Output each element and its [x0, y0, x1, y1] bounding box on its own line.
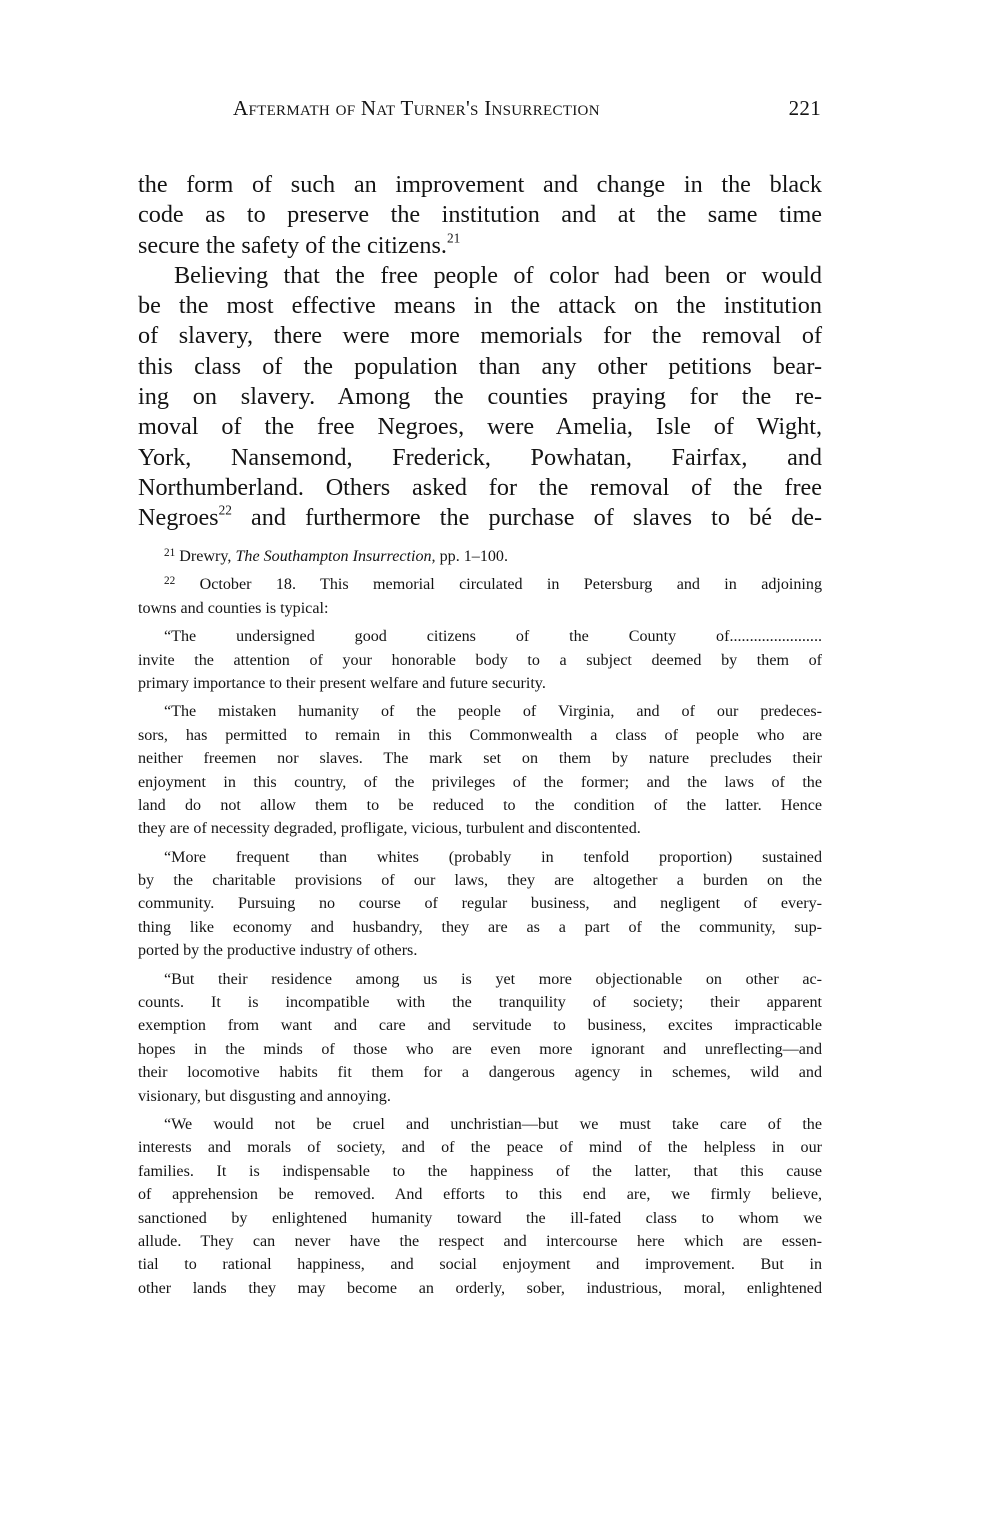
body-line: ing on slavery. Among the counties praying for the re-: [138, 383, 822, 411]
body-line: be the most effective means in the attack on the institution: [138, 292, 822, 320]
quote-line: “The undersigned good citizens of the County of.......................: [164, 628, 822, 646]
body-line-text: Negroes: [138, 504, 219, 532]
quote-line: “We would not be cruel and unchristian—but we must take care of the: [164, 1115, 822, 1133]
footnote-mark: 21: [164, 546, 176, 559]
quote-line: “The mistaken humanity of the people of Virginia, and of our predeces-: [164, 703, 822, 721]
quote-line: they are of necessity degraded, profligate, vicious, turbulent and discontented.: [138, 820, 641, 838]
quote-line: enjoyment in this country, of the privileges of the former; and the laws of the: [138, 773, 822, 791]
footnote-ref-21[interactable]: 21: [446, 229, 461, 245]
quote-line: allude. They can never have the respect and intercourse here which are essen-: [138, 1232, 822, 1250]
quote-line: invite the attention of your honorable body to a subject deemed by them of: [138, 651, 822, 669]
body-line: [138, 231, 822, 261]
body-line: Northumberland. Others asked for the removal of the free: [138, 473, 822, 501]
footnote-mark: 22: [164, 575, 176, 588]
quote-line: sors, has permitted to remain in this Commonwealth a class of people who are: [138, 726, 822, 744]
quote-line: hopes in the minds of those who are even more ignorant and unreflecting—and: [138, 1040, 822, 1058]
quote-line: “But their residence among us is yet more objectionable on other ac-: [164, 970, 822, 988]
quote-line: other lands they may become an orderly, sober, industrious, moral, enlightened: [138, 1279, 822, 1297]
body-line: the form of such an improvement and change in the black: [138, 171, 822, 198]
quote-line: ported by the productive industry of others.: [138, 942, 418, 960]
footnote-book-title: The Southampton Insurrection,: [235, 548, 436, 565]
running-head: [233, 96, 821, 126]
body-line: York, Nansemond, Frederick, Powhatan, Fairfax, and: [138, 443, 822, 471]
footnote-21: [138, 545, 822, 568]
quote-line: neither freemen nor slaves. The mark set on them by nature precludes their: [138, 750, 822, 768]
footnote-pages: pp. 1–100.: [435, 548, 508, 565]
quote-line: by the charitable provisions of our laws, they are altogether a burden on the: [138, 872, 822, 890]
running-head-title: Aftermath of Nat Turner's Insurrection: [233, 96, 600, 120]
body-line: Believing that the free people of color had been or would: [174, 261, 822, 289]
body-line-text: and furthermore the purchase of slaves to bé de-: [231, 504, 822, 532]
body-text: [138, 170, 822, 534]
body-line: moval of the free Negroes, were Amelia, Isle of Wight,: [138, 413, 822, 441]
page-number: 221: [788, 96, 821, 120]
body-line: this class of the population than any other petitions bear-: [138, 352, 822, 380]
quote-line: sanctioned by enlightened humanity toward the ill-fated class to whom we: [138, 1209, 822, 1227]
footnote-author: Drewry,: [175, 548, 236, 565]
quote-line: tial to rational happiness, and social enjoyment and improvement. But in: [138, 1256, 822, 1274]
body-line: [138, 503, 822, 533]
footnote-line-text: October 18. This memorial circulated in Petersburg and in adjoining: [175, 576, 822, 594]
body-line-text: secure the safety of the citizens.: [138, 231, 447, 259]
quote-line: their locomotive habits fit them for a dangerous agency in schemes, wild and: [138, 1064, 822, 1082]
quote-line: primary importance to their present welfare and future security.: [138, 674, 546, 692]
quote-line: visionary, but disgusting and annoying.: [138, 1087, 391, 1105]
footnote-22: [138, 573, 822, 596]
footnotes: [138, 545, 822, 1300]
quote-line: land do not allow them to be reduced to the condition of the latter. Hence: [138, 796, 822, 814]
quote-line: families. It is indispensable to the happiness of the latter, that this cause: [138, 1162, 822, 1180]
quote-line: exemption from want and care and servitude to business, excites impracticable: [138, 1017, 822, 1035]
body-line: code as to preserve the institution and at the same time: [138, 201, 822, 229]
body-line: of slavery, there were more memorials for the removal of: [138, 322, 822, 350]
footnote-ref-22[interactable]: 22: [218, 502, 232, 518]
quote-line: counts. It is incompatible with the tranquility of society; their apparent: [138, 994, 822, 1012]
quote-line: “More frequent than whites (probably in tenfold proportion) sustained: [164, 848, 822, 866]
footnote-line: towns and counties is typical:: [138, 599, 329, 617]
quote-line: interests and morals of society, and of the peace of mind of the helpless in our: [138, 1139, 822, 1157]
quote-line: community. Pursuing no course of regular business, and negligent of every-: [138, 895, 822, 913]
quote-line: thing like economy and husbandry, they are as a part of the community, sup-: [138, 918, 822, 936]
quote-line: of apprehension be removed. And efforts to this end are, we firmly believe,: [138, 1186, 822, 1204]
